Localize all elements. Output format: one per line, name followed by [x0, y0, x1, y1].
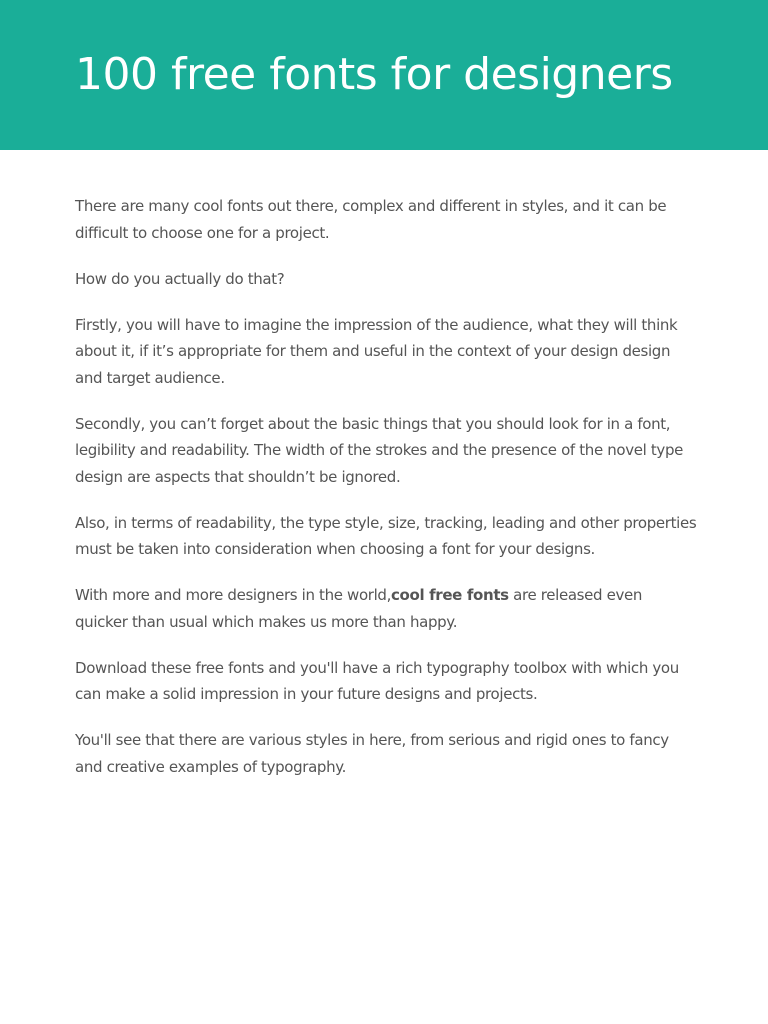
page-title: 100 free fonts for designers	[75, 49, 673, 100]
paragraph-more-designers-after: are released even quicker than usual which makes us more than happy.	[75, 586, 643, 631]
paragraph-download: Download these free fonts and you'll have a rich typography toolbox with which you can make a solid impression in your future designs and projects.	[75, 658, 679, 703]
paragraph-intro: There are many cool fonts out there, complex and different in styles, and it can be difficult to choose one for a project.	[75, 197, 667, 242]
paragraph-more-designers-before: With more and more designers in the world,	[75, 586, 391, 604]
cool-free-fonts-link[interactable]: cool free fonts	[391, 586, 509, 604]
paragraph-styles: You'll see that there are various styles in here, from serious and rigid ones to fancy and creative examples of typography.	[75, 731, 669, 776]
paragraph-secondly: Secondly, you can’t forget about the basic things that you should look for in a font, legibility and readability. The width of the strokes and the presence of the novel type design are aspects that shouldn’t be ignored.	[75, 414, 683, 486]
paragraph-readability: Also, in terms of readability, the type style, size, tracking, leading and other properties must be taken into consideration when choosing a font for your designs.	[75, 513, 697, 558]
paragraph-firstly: Firstly, you will have to imagine the impression of the audience, what they will think about it, if it’s appropriate for them and useful in the context of your design design and target audience.	[75, 315, 678, 387]
paragraph-more-designers	[75, 582, 697, 635]
paragraph-question: How do you actually do that?	[75, 269, 285, 288]
